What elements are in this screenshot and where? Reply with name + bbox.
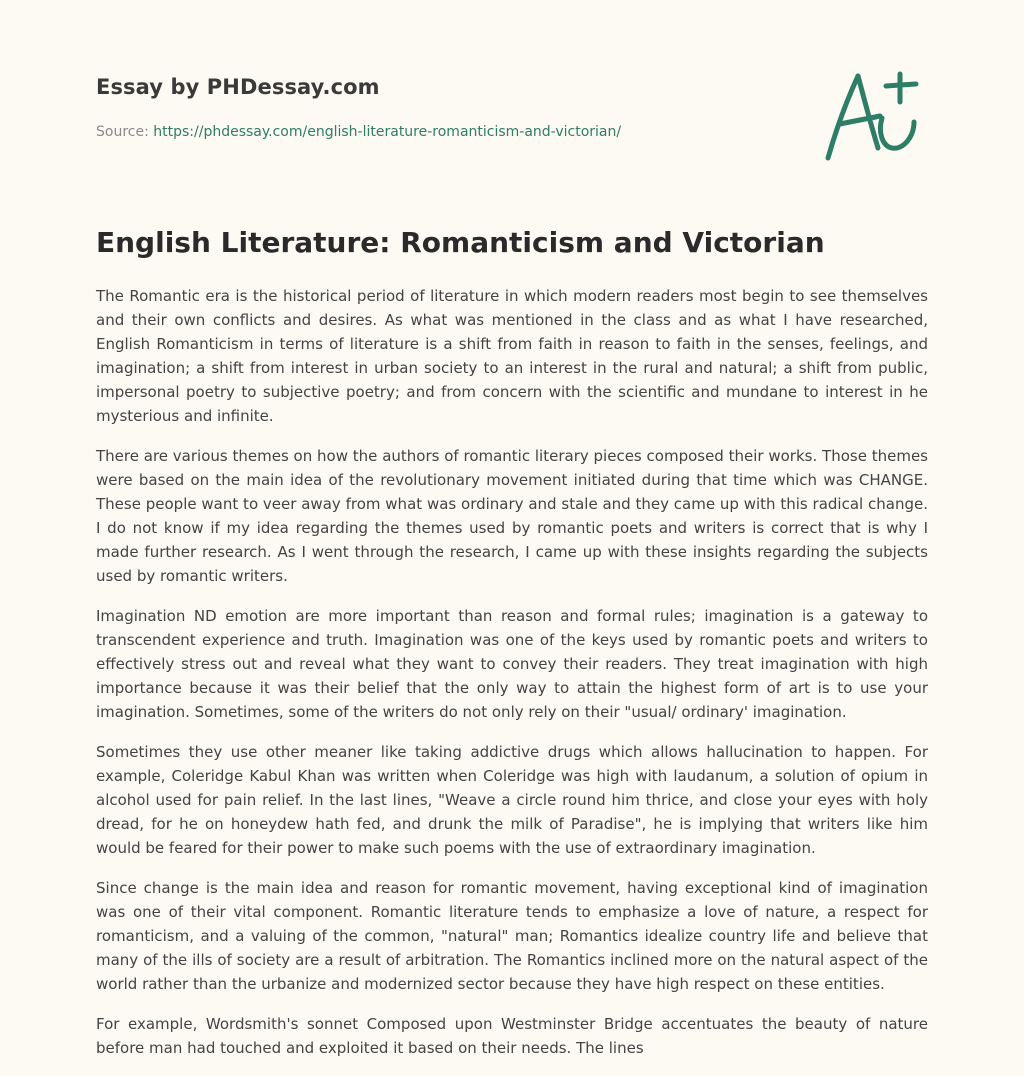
paragraph: Imagination ND emotion are more important than reason and formal rules; imagination is a gateway to transcendent experience and truth. Imagination was one of the keys used by romantic poets and writers to effectively stress out and reveal what they want to convey their readers. They treat imagination with high importance because it was their belief that the only way to attain the highest form of art is to use your imagination. Sometimes, some of the writers do not only rely on their "usual/ ordinary' imagination. [96,607,928,721]
article-body [96,284,928,1076]
article-title: English Literature: Romanticism and Victorian [96,226,825,259]
site-brand: Essay by PHDessay.com [96,75,380,99]
paragraph: Sometimes they use other meaner like taking addictive drugs which allows hallucination to happen. For example, Coleridge Kabul Khan was written when Coleridge was high with laudanum, a solution of opium in alcohol used for pain relief. In the last lines, "Weave a circle round him thrice, and close your eyes with holy dread, for he on honeydew hath fed, and drunk the milk of Paradise", he is implying that writers like him would be feared for their power to make such poems with the use of extraordinary imagination. [96,743,928,857]
essay-page [96,0,928,1057]
page-header [96,0,928,200]
paragraph: Since change is the main idea and reason for romantic movement, having exceptional kind of imagination was one of their vital component. Romantic literature tends to emphasize a love of nature, a respect for romanticism, and a valuing of the common, "natural" man; Romantics idealize country life and believe that many of the ills of society are a result of arbitration. The Romantics inclined more on the natural aspect of the world rather than the urbanize and modernized sector because they have high respect on these entities. [96,879,928,993]
paragraph: For example, Wordsmith's sonnet Composed upon Westminster Bridge accentuates the beauty of nature before man had touched and exploited it based on their needs. The lines [96,1015,928,1057]
source-label: Source: [96,124,154,140]
paragraph: There are various themes on how the authors of romantic literary pieces composed their works. Those themes were based on the main idea of the revolutionary movement initiated during that time which was CHANGE. These people want to veer away from what was ordinary and stale and they came up with this radical change. I do not know if my idea regarding the themes used by romantic poets and writers is correct that is why I made further research. As I went through the research, I came up with these insights regarding the subjects used by romantic writers. [96,447,928,585]
source-line [96,124,621,140]
source-link[interactable]: https://phdessay.com/english-literature-romanticism-and-victorian/ [153,124,622,140]
paragraph: The Romantic era is the historical period of literature in which modern readers most begin to see themselves and their own conflicts and desires. As what was mentioned in the class and as what I have researched, English Romanticism in terms of literature is a shift from faith in reason to faith in the senses, feelings, and imagination; a shift from interest in urban society to an interest in the rural and natural; a shift from public, impersonal poetry to subjective poetry; and from concern with the scientific and mundane to interest in he mysterious and infinite. [96,287,928,425]
a-plus-grade-icon [820,66,930,166]
